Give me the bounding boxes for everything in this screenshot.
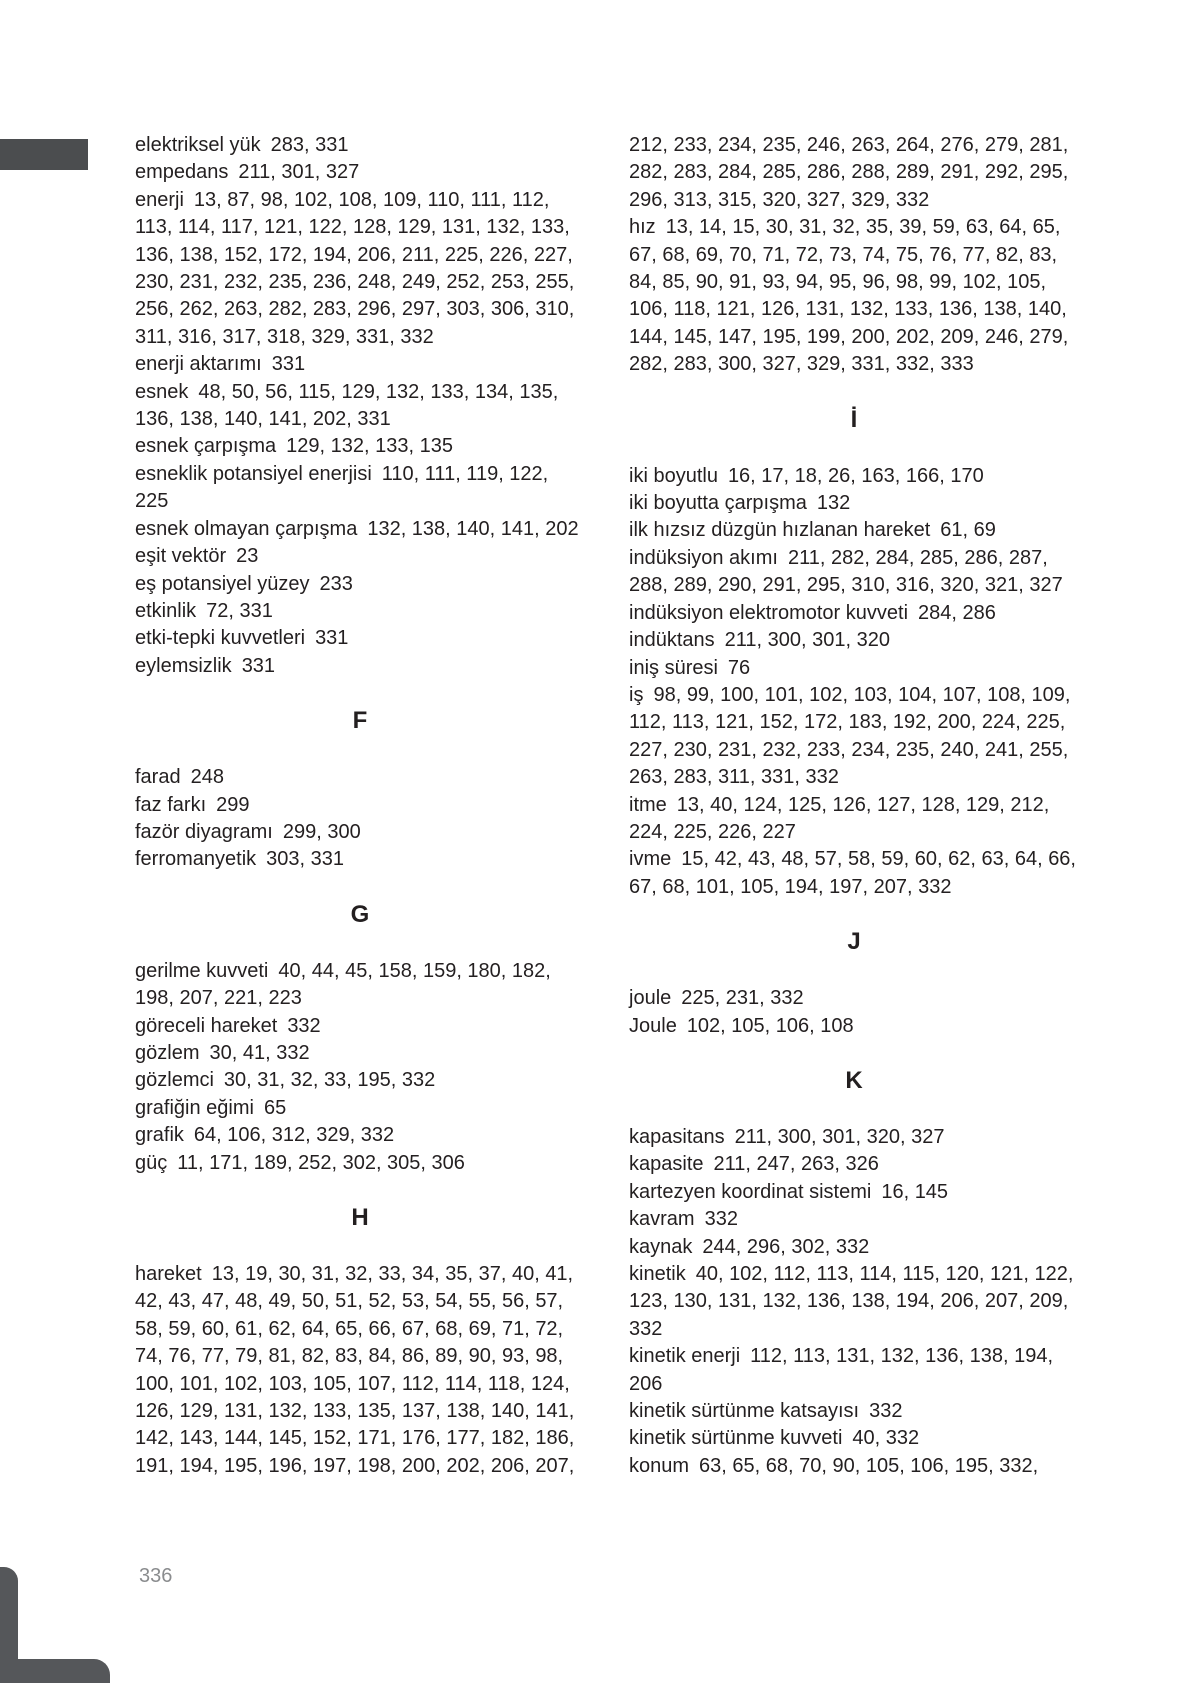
- index-entry: [135, 846, 585, 873]
- index-page-refs: 13, 19, 30, 31, 32, 33, 34, 35, 37, 40, 41, 42, 43, 47, 48, 49, 50, 51, 52, 53, 54, 55, 56, 57, 58, 59, 60, 61, 62, 64, 65, 66, 67, 68, 69, 71, 72, 74, 76, 77, 79, 81, 82, 83, 84, 86, 89, 90, 93, 98, 100, 101, 102, 103, 105, 107, 112, 114, 118, 124, 126, 129, 131, 132, 133, 135, 137, 138, 140, 141, 142, 143, 144, 145, 152, 171, 176, 177, 182, 186, 191, 194, 195, 196, 197, 198, 200, 202, 206, 207,: [135, 1263, 575, 1477]
- index-term: kartezyen koordinat sistemi: [629, 1180, 872, 1203]
- index-page-refs: 13, 87, 98, 102, 108, 109, 110, 111, 112, 113, 114, 117, 121, 122, 128, 129, 131, 132, 133, 136, 138, 152, 172, 194, 206, 211, 225, 226, 227, 230, 231, 232, 235, 236, 248, 249, 252, 253, 255, 256, 262, 263, 282, 283, 296, 297, 303, 306, 310, 311, 316, 317, 318, 329, 331, 332: [135, 188, 575, 348]
- index-page-refs: 98, 99, 100, 101, 102, 103, 104, 107, 108, 109, 112, 113, 121, 152, 172, 183, 192, 200, 224, 225, 227, 230, 231, 232, 233, 234, 235, 240, 241, 255, 263, 283, 311, 331, 332: [629, 683, 1071, 789]
- index-entry: [629, 1398, 1079, 1425]
- corner-ornament-foot: [0, 1659, 110, 1683]
- index-page-refs: 283, 331: [270, 134, 349, 156]
- index-entry: [135, 625, 585, 652]
- index-entry: [135, 764, 585, 791]
- index-entry: [135, 461, 585, 516]
- section-heading: K: [845, 1066, 863, 1094]
- index-term: joule: [629, 987, 672, 1010]
- index-entry: [629, 1261, 1079, 1343]
- index-entry: [629, 517, 1079, 544]
- section-heading: İ: [850, 405, 858, 433]
- index-entry: [629, 214, 1079, 378]
- index-term: indüktans: [629, 629, 715, 652]
- index-term: eylemsizlik: [135, 654, 232, 677]
- index-page-refs: 331: [241, 654, 276, 677]
- index-term: ilk hızsız düzgün hızlanan hareket: [629, 519, 931, 542]
- index-page-refs: 63, 65, 68, 70, 90, 105, 106, 195, 332,: [699, 1454, 1039, 1477]
- index-entry: [629, 846, 1079, 901]
- index-entry: [135, 379, 585, 434]
- index-entry: [135, 1095, 585, 1122]
- index-page-refs: 332: [287, 1014, 321, 1037]
- index-term: ivme: [629, 848, 672, 871]
- index-entry: [135, 571, 585, 598]
- index-page-refs: 40, 332: [852, 1427, 920, 1450]
- index-entry: [135, 653, 585, 680]
- index-term: eş potansiyel yüzey: [135, 572, 310, 595]
- index-term: kinetik: [629, 1263, 686, 1285]
- index-entry: [629, 1425, 1079, 1452]
- index-term: iki boyutta çarpışma: [629, 492, 807, 515]
- index-term: enerji: [135, 188, 184, 211]
- index-term: etki-tepki kuvvetleri: [135, 627, 306, 650]
- index-page-refs: 48, 50, 56, 115, 129, 132, 133, 134, 135, 136, 138, 140, 141, 202, 331: [135, 380, 559, 431]
- index-entry: [629, 1124, 1079, 1151]
- index-term: eşit vektör: [135, 545, 227, 568]
- index-term: elektriksel yük: [135, 134, 261, 156]
- index-page-refs: 15, 42, 43, 48, 57, 58, 59, 60, 62, 63, 64, 66, 67, 68, 101, 105, 194, 197, 207, 332: [629, 848, 1076, 898]
- index-page-refs: 132: [816, 492, 851, 515]
- index-page-refs: 132, 138, 140, 141, 202: [367, 517, 579, 540]
- index-term: güç: [135, 1151, 168, 1174]
- index-term: grafik: [135, 1124, 184, 1147]
- section-heading: F: [352, 707, 368, 735]
- index-page-refs: 40, 102, 112, 113, 114, 115, 120, 121, 122, 123, 130, 131, 132, 136, 138, 194, 206, 207, 209, 332: [629, 1263, 1074, 1340]
- index-term: Joule: [629, 1014, 677, 1037]
- index-entry: [629, 627, 1079, 654]
- index-entry: [135, 1122, 585, 1149]
- index-page-refs: 61, 69: [940, 519, 996, 542]
- index-term: iş: [629, 683, 644, 706]
- index-page-refs: 13, 14, 15, 30, 31, 32, 35, 39, 59, 63, 64, 65, 67, 68, 69, 70, 71, 72, 73, 74, 75, 76, 77, 82, 83, 84, 85, 90, 91, 93, 94, 95, 96, 98, 99, 102, 105, 106, 118, 121, 126, 131, 132, 133, 136, 138, 140, 144, 145, 147, 195, 199, 200, 202, 209, 246, 279, 282, 283, 300, 327, 329, 331, 332, 333: [629, 216, 1069, 376]
- index-page-refs: 332: [704, 1208, 738, 1231]
- index-page-refs: 72, 331: [206, 599, 273, 622]
- index-entry: [135, 187, 585, 351]
- index-page-refs: 211, 300, 301, 320: [724, 629, 890, 652]
- index-entry: [135, 958, 585, 1013]
- chapter-tab-marker: [0, 139, 88, 170]
- index-term: etkinlik: [135, 599, 197, 622]
- index-entry: [135, 792, 585, 819]
- index-page-refs: 212, 233, 234, 235, 246, 263, 264, 276, 279, 281, 282, 283, 284, 285, 286, 288, 289, 291, 292, 295, 296, 313, 315, 320, 327, 329, 332: [629, 134, 1069, 211]
- index-term: göreceli hareket: [135, 1014, 278, 1037]
- index-page-refs: 30, 31, 32, 33, 195, 332: [223, 1069, 436, 1092]
- index-entry: [135, 1040, 585, 1067]
- section-heading: G: [350, 900, 370, 928]
- index-page-refs: 303, 331: [266, 848, 345, 871]
- index-page-refs: 211, 300, 301, 320, 327: [734, 1125, 945, 1148]
- index-page-refs: 102, 105, 106, 108: [686, 1014, 854, 1037]
- index-entry: [629, 1343, 1079, 1398]
- index-page-refs: 30, 41, 332: [209, 1041, 310, 1064]
- index-page-refs: 76: [727, 656, 751, 679]
- index-entry: [135, 1067, 585, 1094]
- index-entry: [629, 1151, 1079, 1178]
- index-term: kavram: [629, 1208, 695, 1231]
- index-page-refs: 65: [263, 1096, 287, 1119]
- section-heading: H: [351, 1204, 369, 1231]
- index-term: indüksiyon akımı: [629, 546, 778, 569]
- index-term: hareket: [135, 1263, 202, 1285]
- index-entry: [135, 516, 585, 543]
- index-page-refs: 129, 132, 133, 135: [286, 435, 453, 458]
- index-term: gerilme kuvveti: [135, 959, 269, 982]
- index-term: grafiğin eğimi: [135, 1096, 254, 1119]
- index-term: kapasitans: [629, 1125, 725, 1148]
- index-entry: [135, 598, 585, 625]
- index-entry: [135, 433, 585, 460]
- index-entry: [135, 543, 585, 570]
- index-page-refs: 40, 44, 45, 158, 159, 180, 182, 198, 207, 221, 223: [135, 959, 551, 1010]
- index-page-refs: 331: [271, 353, 306, 376]
- index-entry: [629, 132, 1079, 214]
- index-entry: [135, 132, 585, 159]
- index-entry: [135, 159, 585, 186]
- index-term: gözlemci: [135, 1069, 214, 1092]
- index-page-refs: 248: [190, 766, 224, 789]
- index-entry: [135, 351, 585, 378]
- index-entry: [629, 545, 1079, 600]
- index-term: gözlem: [135, 1041, 200, 1064]
- index-page-refs: 233: [319, 572, 353, 595]
- index-entry: [629, 1013, 1079, 1040]
- index-column-right: [629, 132, 1079, 1480]
- index-page-refs: 11, 171, 189, 252, 302, 305, 306: [177, 1151, 465, 1174]
- index-page-refs: 110, 111, 119, 122, 225: [135, 462, 549, 513]
- index-page-refs: 284, 286: [918, 601, 996, 624]
- index-term: empedans: [135, 161, 229, 184]
- index-term: faz farkı: [135, 793, 207, 816]
- index-term: kinetik sürtünme kuvveti: [629, 1427, 843, 1450]
- index-page-refs: 211, 301, 327: [238, 161, 360, 184]
- index-term: ferromanyetik: [135, 848, 257, 871]
- section-heading: J: [847, 928, 861, 956]
- index-page-refs: 244, 296, 302, 332: [702, 1235, 870, 1258]
- index-term: enerji aktarımı: [135, 353, 262, 376]
- index-page-refs: 64, 106, 312, 329, 332: [193, 1124, 395, 1147]
- index-term: kinetik enerji: [629, 1345, 741, 1368]
- index-entry: [629, 985, 1079, 1012]
- index-term: itme: [629, 793, 667, 816]
- index-term: iniş süresi: [629, 656, 718, 679]
- index-term: esnek olmayan çarpışma: [135, 517, 358, 540]
- index-entry: [629, 490, 1079, 517]
- index-entry: [629, 1453, 1079, 1480]
- index-page-refs: 112, 113, 131, 132, 136, 138, 194, 206: [629, 1345, 1054, 1395]
- index-term: kaynak: [629, 1235, 693, 1258]
- index-entry: [135, 1261, 585, 1480]
- index-term: kinetik sürtünme katsayısı: [629, 1400, 860, 1423]
- page-number: 336: [139, 1565, 173, 1587]
- index-page-refs: 211, 282, 284, 285, 286, 287, 288, 289, 290, 291, 295, 310, 316, 320, 321, 327: [629, 546, 1063, 597]
- index-page-refs: 16, 17, 18, 26, 163, 166, 170: [727, 464, 984, 487]
- index-page-refs: 16, 145: [881, 1180, 949, 1203]
- index-term: esnek: [135, 380, 189, 403]
- index-entry: [629, 463, 1079, 490]
- index-entry: [135, 819, 585, 846]
- index-term: iki boyutlu: [629, 464, 718, 487]
- index-entry: [629, 655, 1079, 682]
- index-term: esnek çarpışma: [135, 435, 277, 458]
- index-entry: [629, 1179, 1079, 1206]
- index-page-refs: 13, 40, 124, 125, 126, 127, 128, 129, 212, 224, 225, 226, 227: [629, 793, 1050, 843]
- index-entry: [629, 682, 1079, 792]
- index-entry: [629, 1234, 1079, 1261]
- index-page-refs: 332: [869, 1400, 903, 1423]
- index-term: hız: [629, 216, 656, 239]
- index-term: esneklik potansiyel enerjisi: [135, 462, 372, 485]
- index-page-refs: 299, 300: [282, 820, 361, 843]
- index-term: fazör diyagramı: [135, 820, 273, 843]
- index-term: konum: [629, 1454, 690, 1477]
- index-page-refs: 299: [216, 793, 250, 816]
- index-term: farad: [135, 766, 181, 789]
- index-entry: [629, 792, 1079, 847]
- index-entry: [629, 1206, 1079, 1233]
- index-page-refs: 331: [315, 627, 349, 650]
- index-entry: [629, 600, 1079, 627]
- index-page-refs: 23: [236, 545, 259, 568]
- index-entry: [135, 1150, 585, 1177]
- index-term: kapasite: [629, 1153, 704, 1176]
- index-page-refs: 211, 247, 263, 326: [713, 1153, 879, 1176]
- index-term: indüksiyon elektromotor kuvveti: [629, 601, 909, 624]
- index-page-refs: 225, 231, 332: [681, 987, 804, 1010]
- index-column-left: [135, 132, 585, 1480]
- index-entry: [135, 1013, 585, 1040]
